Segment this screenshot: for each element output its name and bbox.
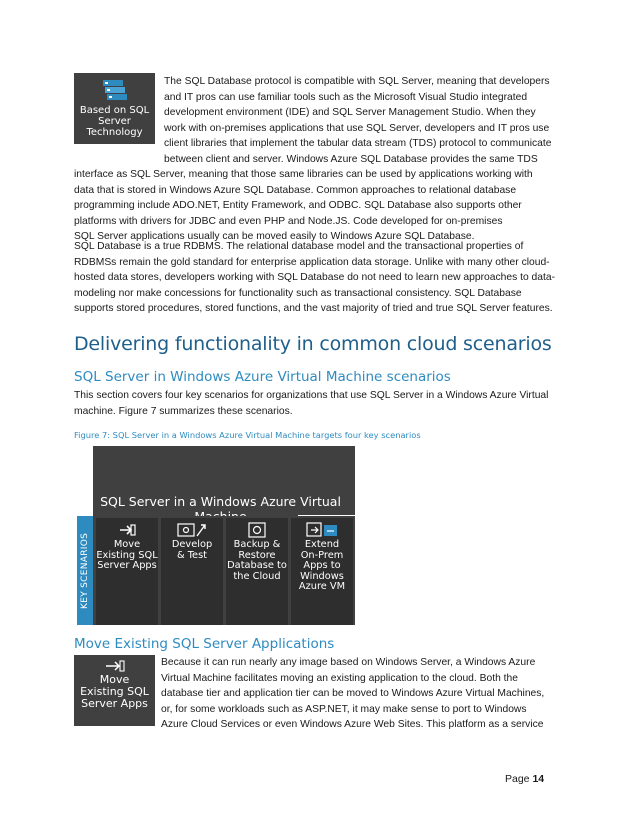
text-line: programming include ADO.NET, Entity Framework, and ODBC. SQL Database also supports other bbox=[74, 200, 522, 212]
tile-line: Existing SQL bbox=[96, 549, 158, 561]
text-line: interface as SQL Server, meaning that those same libraries can be used by applications working with bbox=[74, 169, 533, 180]
text-line: supports stored procedures, stored functions, and the vast majority of tried and true SQL Server features. bbox=[74, 303, 553, 315]
tile-label-line: Move bbox=[99, 673, 130, 686]
text-line: Azure Cloud Services or even Windows Azure Web Sites. This platform as a service bbox=[161, 719, 544, 731]
tile-line: the Cloud bbox=[233, 570, 281, 582]
tile-line: Database to bbox=[227, 560, 287, 571]
text-line: between client and server. Windows Azure SQL Database provides the same TDS bbox=[164, 153, 538, 165]
sql-technology-tile bbox=[74, 73, 155, 144]
move-paragraph bbox=[161, 655, 581, 733]
tile-line: On-Prem bbox=[300, 549, 344, 561]
subsection-heading: SQL Server in Windows Azure Virtual Machine scenarios bbox=[74, 369, 451, 385]
section-heading: Delivering functionality in common cloud scenarios bbox=[74, 333, 552, 355]
scenario-tile-extend bbox=[291, 518, 353, 625]
text-line: SQL Database is a true RDBMS. The relational database model and the transactional properties of bbox=[74, 241, 524, 252]
move-icon bbox=[118, 522, 136, 538]
text-line: Because it can run nearly any image based on Windows Server, a Windows Azure bbox=[161, 657, 536, 668]
text-line: or, for some workloads such as ASP.NET, it may make sense to port to Windows bbox=[161, 703, 527, 715]
text-line: and IT pros can use familiar tools such as the Microsoft Visual Studio integrated bbox=[164, 91, 528, 103]
page-footer bbox=[505, 772, 544, 788]
tile-line: Restore bbox=[238, 549, 276, 561]
page-label: Page bbox=[505, 773, 530, 785]
text-line: The SQL Database protocol is compatible with SQL Server, meaning that developers bbox=[164, 76, 550, 87]
text-line: data that is stored in Windows Azure SQL Database. Common approaches to relational database bbox=[74, 184, 517, 196]
text-line: client libraries that implement the tabular data stream (TDS) protocol to communicate bbox=[164, 138, 552, 150]
scenario-tile-move bbox=[96, 518, 158, 625]
text-line: Virtual Machine facilitates moving an existing application to the cloud. Both the bbox=[161, 672, 518, 684]
database-stack-icon bbox=[100, 78, 130, 104]
text-line: SQL Server applications usually can be moved easily to Windows Azure SQL Database. bbox=[74, 231, 475, 243]
text-line: RDBMSs remain the gold standard for enterprise application data storage. Unlike with many other cloud- bbox=[74, 256, 550, 268]
figure-caption: Figure 7: SQL Server in a Windows Azure Virtual Machine targets four key scenarios bbox=[74, 430, 421, 440]
tile-line: & Test bbox=[176, 549, 208, 561]
scenario-tile-backup bbox=[226, 518, 288, 625]
tile-line: Develop bbox=[171, 539, 213, 550]
move-existing-tile bbox=[74, 655, 155, 726]
text-line: work with on-premises applications that use SQL Server, developers and IT pros use bbox=[164, 122, 550, 134]
text-line: development environment (IDE) and SQL Server Management Studio. When they bbox=[164, 107, 536, 119]
move-icon bbox=[104, 659, 126, 673]
text-line: This section covers four key scenarios for organizations that use SQL Server in a Windows Azure Virtual bbox=[74, 390, 549, 401]
tile-label-line: Existing SQL bbox=[80, 685, 149, 698]
text-line: database tier and application tier can be moved to Windows Azure Virtual Machines, bbox=[161, 688, 545, 700]
tile-line: Windows bbox=[300, 570, 344, 582]
intro-paragraph bbox=[164, 74, 584, 168]
develop-test-icon bbox=[177, 522, 207, 538]
text-line: modeling nor make concessions for functionality such as transactional consistency. SQL Database bbox=[74, 287, 522, 299]
subsection-heading: Move Existing SQL Server Applications bbox=[74, 636, 335, 652]
tile-line: Server Apps bbox=[97, 560, 157, 571]
rdbms-paragraph bbox=[74, 239, 574, 317]
tile-label-line: Server Apps bbox=[81, 697, 148, 710]
backup-icon bbox=[247, 522, 267, 538]
tile-line: Extend bbox=[304, 539, 340, 550]
intro-paragraph-continued bbox=[74, 167, 574, 245]
tile-line: Backup & bbox=[233, 539, 281, 550]
text-line: hosted data stores, developers working with SQL Database do not need to learn new approaches to data- bbox=[74, 272, 556, 284]
tile-label-line: Based on SQL bbox=[79, 105, 150, 116]
tile-line: Apps to bbox=[303, 560, 341, 571]
tile-line: Azure VM bbox=[298, 581, 346, 592]
tile-line: Move bbox=[113, 539, 141, 550]
figure-title: SQL Server in a Windows Azure Virtual bbox=[100, 494, 341, 509]
key-scenarios-strip: KEY SCENARIOS bbox=[77, 516, 93, 625]
text-line: platforms with drivers for JDBC and even PHP and Node.JS. Code developed for on-premises bbox=[74, 215, 503, 227]
tile-label-line: Server bbox=[98, 116, 131, 127]
section-paragraph bbox=[74, 388, 574, 419]
text-line: machine. Figure 7 summarizes these scenarios. bbox=[74, 405, 293, 417]
tile-label-line: Technology bbox=[86, 127, 143, 138]
extend-icon bbox=[305, 522, 339, 538]
scenario-tile-develop bbox=[161, 518, 223, 625]
page-number: 14 bbox=[532, 773, 545, 785]
